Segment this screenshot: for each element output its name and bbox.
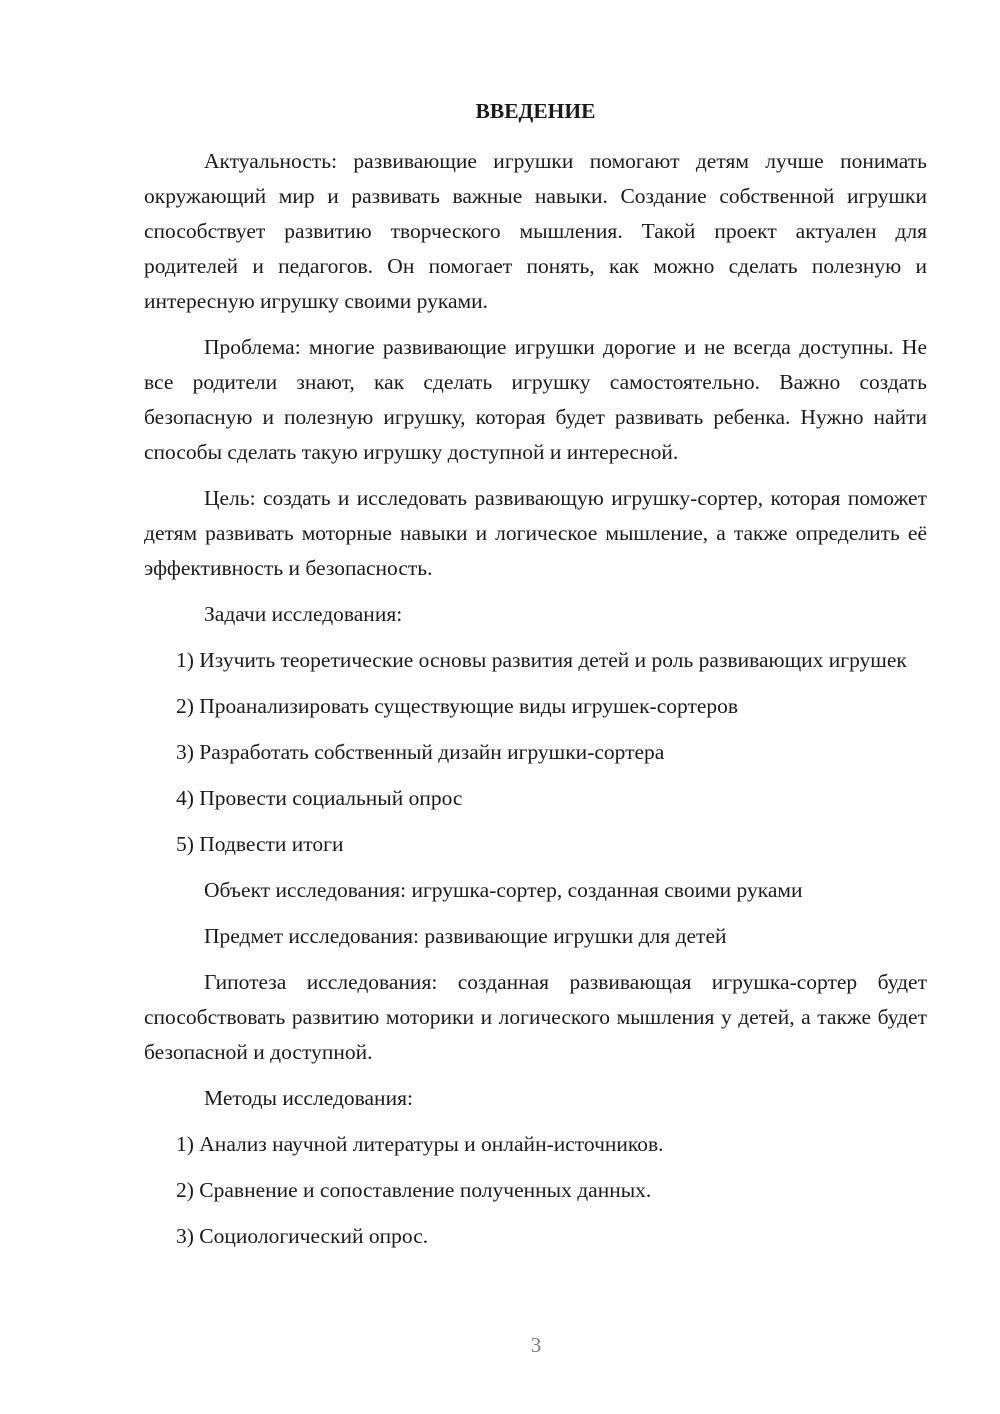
task-item: 2) Проанализировать существующие виды игрушек-сортеров xyxy=(176,694,739,718)
relevance-paragraph: Актуальность: развивающие игрушки помогают детям лучше понимать окружающий мир и развивать важные навыки. Создание собственной игрушки способствует развитию творческого мышления. Такой проект актуален для родителей и педагогов. Он помогает понять, как можно сделать полезную и интересную игрушку своими руками. xyxy=(144,149,927,313)
goal-paragraph: Цель: создать и исследовать развивающую игрушку-сортер, которая поможет детям развивать моторные навыки и логическое мышление, а также определить её эффективность и безопасность. xyxy=(144,486,927,580)
methods-title: Методы исследования: xyxy=(204,1086,413,1110)
subject-line: Предмет исследования: развивающие игрушки для детей xyxy=(204,924,727,948)
method-item: 1) Анализ научной литературы и онлайн-источников. xyxy=(176,1132,664,1156)
page-number: 3 xyxy=(530,1333,542,1357)
method-item: 2) Сравнение и сопоставление полученных данных. xyxy=(176,1178,652,1202)
problem-paragraph: Проблема: многие развивающие игрушки дорогие и не всегда доступны. Не все родители знают, как сделать игрушку самостоятельно. Важно создать безопасную и полезную игрушку, которая будет развивать ребенка. Нужно найти способы сделать такую игрушку доступной и интересной. xyxy=(144,335,927,464)
method-item: 3) Социологический опрос. xyxy=(176,1224,429,1248)
task-item: 1) Изучить теоретические основы развития детей и роль развивающих игрушек xyxy=(176,648,907,672)
task-item: 5) Подвести итоги xyxy=(176,832,344,856)
task-item: 4) Провести социальный опрос xyxy=(176,786,463,810)
tasks-title: Задачи исследования: xyxy=(204,602,403,626)
section-heading: ВВЕДЕНИЕ xyxy=(475,99,596,123)
task-item: 3) Разработать собственный дизайн игрушки-сортера xyxy=(176,740,665,764)
hypothesis-paragraph: Гипотеза исследования: созданная развивающая игрушка-сортер будет способствовать развитию моторики и логического мышления у детей, а также будет безопасной и доступной. xyxy=(144,970,927,1064)
object-line: Объект исследования: игрушка-сортер, созданная своими руками xyxy=(204,878,803,902)
page-content xyxy=(144,94,927,1265)
